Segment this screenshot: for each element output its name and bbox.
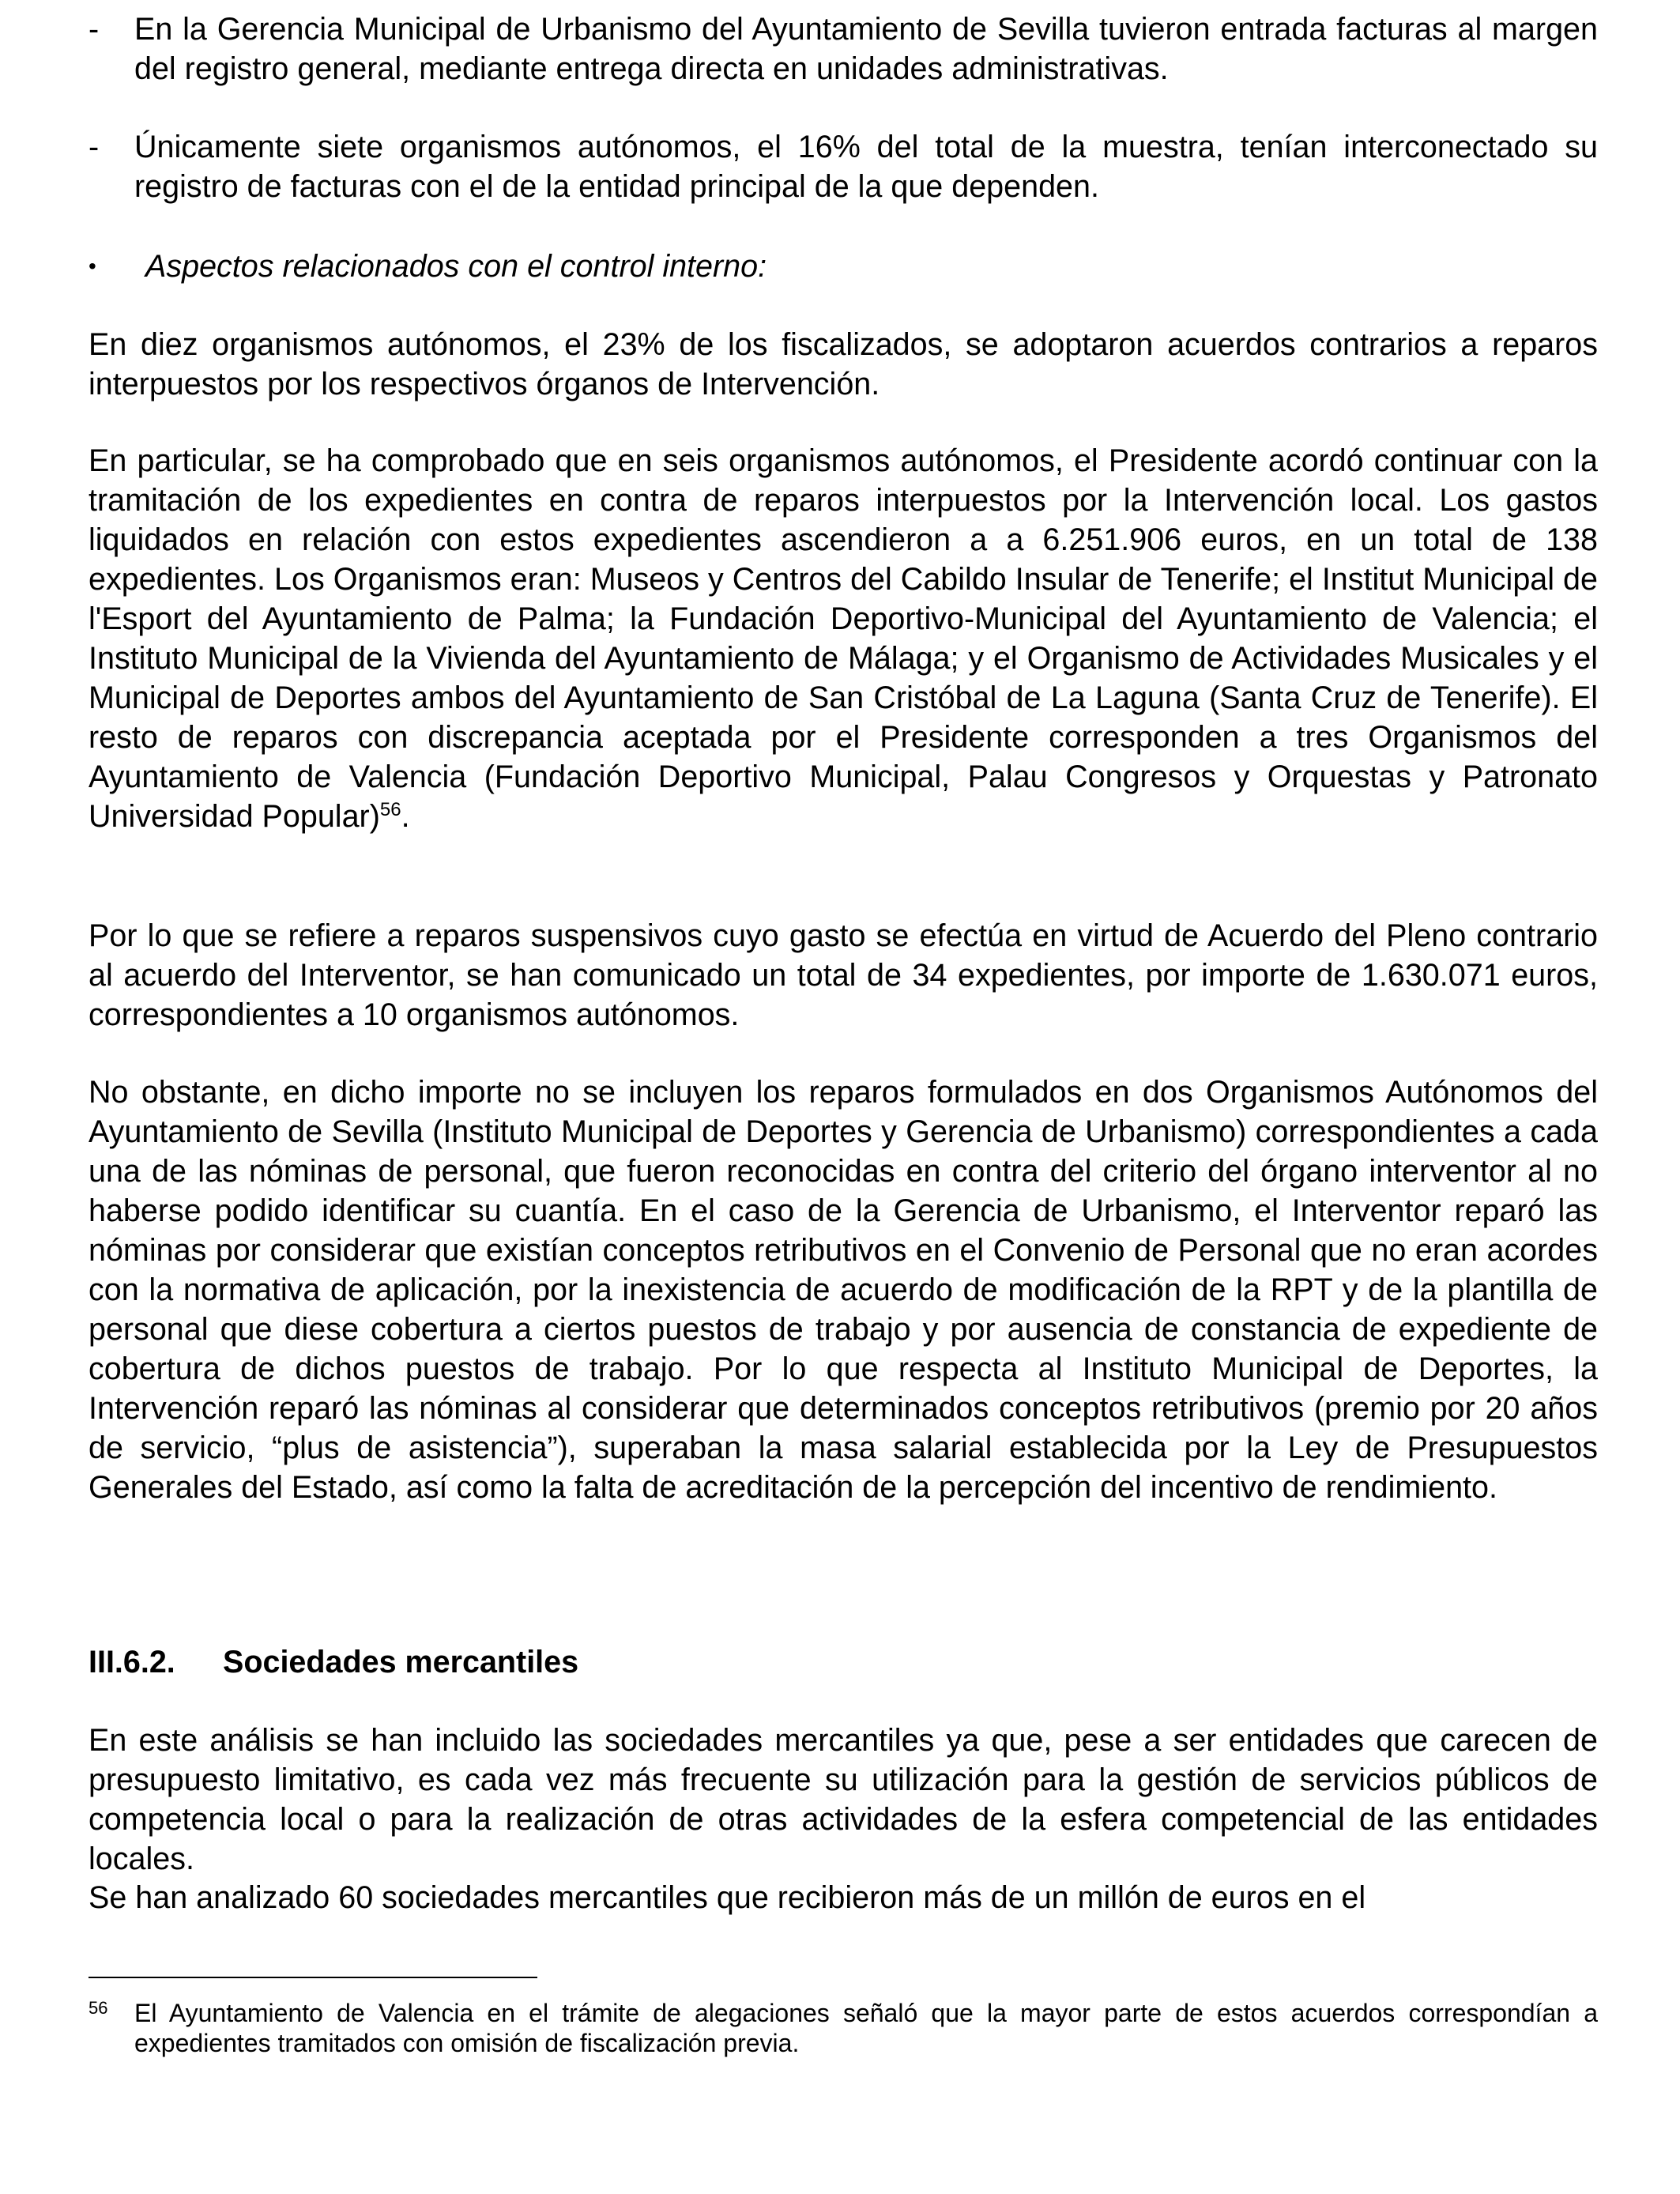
footnote-separator bbox=[89, 1977, 537, 1978]
paragraph: En diez organismos autónomos, el 23% de los fiscalizados, se adoptaron acuerdos contrarios a reparos interpuestos por los respectivos órganos de Intervención. bbox=[89, 327, 1598, 401]
paragraph-text: En particular, se ha comprobado que en seis organismos autónomos, el Presidente acordó continuar con la tramitación de los expedientes en contra de reparos interpuestos por la Intervención local. Los gastos liquidados en relación con estos expedientes ascendieron a a 6.251.906 euros, en un total de 138 expedientes. Los Organismos eran: Museos y Centros del Cabildo Insular de Tenerife; el Institut Municipal de l'Esport del Ayuntamiento de Palma; la Fundación Deportivo-Municipal del Ayuntamiento de Valencia; el Instituto Municipal de la Vivienda del Ayuntamiento de Málaga; y el Organismo de Actividades Musicales y el Municipal de Deportes ambos del Ayuntamiento de San Cristóbal de La Laguna (Santa Cruz de Tenerife). El resto de reparos con discrepancia aceptada por el Presidente corresponden a tres Organismos del Ayuntamiento de Valencia (Fundación Deportivo Municipal, Palau Congresos y Orquestas y Patronato Universidad Popular) bbox=[89, 443, 1598, 834]
footnote-text: El Ayuntamiento de Valencia en el trámite de alegaciones señaló que la mayor parte de estos acuerdos correspondían a expedientes tramitados con omisión de fiscalización previa. bbox=[134, 1999, 1598, 2057]
section-title: Sociedades mercantiles bbox=[223, 1645, 579, 1679]
list-item-text: En la Gerencia Municipal de Urbanismo del Ayuntamiento de Sevilla tuvieron entrada facturas al margen del registro general, mediante entrega directa en unidades administrativas. bbox=[134, 12, 1598, 86]
bullet-icon: • bbox=[89, 254, 96, 278]
footnote-number: 56 bbox=[89, 1998, 108, 2018]
paragraph bbox=[89, 441, 1598, 836]
paragraph: No obstante, en dicho importe no se incluyen los reparos formulados en dos Organismos Autónomos del Ayuntamiento de Sevilla (Instituto Municipal de Deportes y Gerencia de Urbanismo) correspondientes a cada una de las nóminas de personal, que fueron reconocidas en contra del criterio del órgano interventor al no haberse podido identificar su cuantía. En el caso de la Gerencia de Urbanismo, el Interventor reparó las nóminas por considerar que existían conceptos retributivos en el Convenio de Personal que no eran acordes con la normativa de aplicación, por la inexistencia de acuerdo de modificación de la RPT y de la plantilla de personal que diese cobertura a ciertos puestos de trabajo y por ausencia de constancia de expediente de cobertura de dichos puestos de trabajo. Por lo que respecta al Instituto Municipal de Deportes, la Intervención reparó las nóminas al considerar que determinados conceptos retributivos (premio por 20 años de servicio, “plus de asistencia”), superaban la masa salarial establecida por la Ley de Presupuestos Generales del Estado, así como la falta de acreditación de la percepción del incentivo de rendimiento. bbox=[89, 1075, 1598, 1505]
paragraph-end: . bbox=[401, 799, 410, 834]
dash-marker: - bbox=[89, 130, 100, 164]
paragraph: En este análisis se han incluido las sociedades mercantiles ya que, pese a ser entidades que carecen de presupuesto limitativo, es cada vez más frecuente su utilización para la gestión de servicios públicos de competencia local o para la realización de otras actividades de la esfera competencial de las entidades locales. bbox=[89, 1723, 1598, 1876]
paragraph: Se han analizado 60 sociedades mercantiles que recibieron más de un millón de euros en el bbox=[89, 1880, 1366, 1915]
list-item-text: Únicamente siete organismos autónomos, el 16% del total de la muestra, tenían interconectado su registro de facturas con el de la entidad principal de la que dependen. bbox=[134, 130, 1598, 204]
dash-marker: - bbox=[89, 12, 100, 47]
section-number: III.6.2. bbox=[89, 1645, 175, 1679]
paragraph: Por lo que se refiere a reparos suspensivos cuyo gasto se efectúa en virtud de Acuerdo del Pleno contrario al acuerdo del Interventor, se han comunicado un total de 34 expedientes, por importe de 1.630.071 euros, correspondientes a 10 organismos autónomos. bbox=[89, 918, 1598, 1032]
footnote-reference[interactable]: 56 bbox=[379, 798, 401, 820]
bullet-item-text: Aspectos relacionados con el control interno: bbox=[145, 249, 767, 284]
